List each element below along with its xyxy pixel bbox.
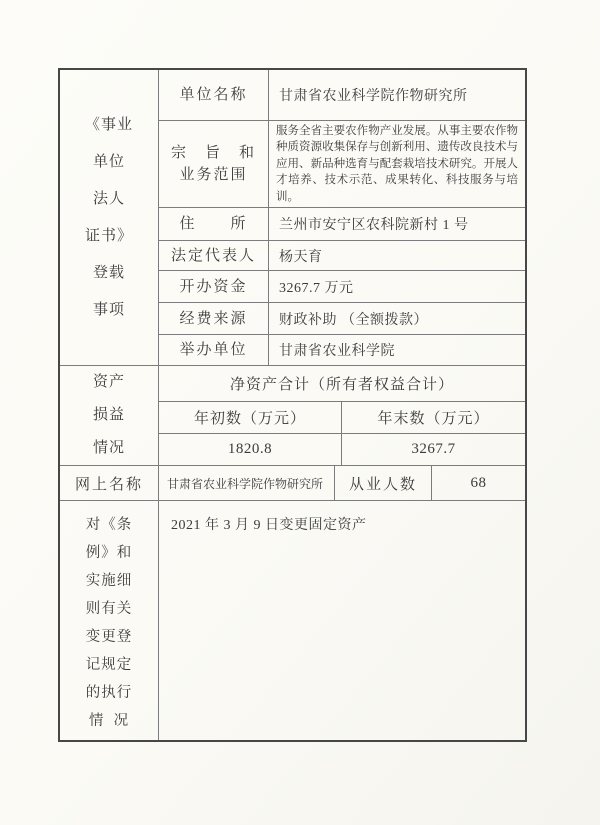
assets-side-label: [60, 366, 159, 465]
row-legal-rep: [159, 240, 525, 270]
compliance-side-label: [60, 501, 159, 740]
side-label-line: 实施细: [85, 573, 133, 589]
funding-label: 经费来源: [159, 303, 269, 334]
row-address: [159, 207, 525, 240]
assets-values: [159, 433, 525, 465]
mission-label-line2: 业务范围: [179, 167, 248, 183]
legal-rep-label: 法定代表人: [159, 241, 269, 270]
legal-rep-value: 杨天育: [279, 249, 323, 265]
side-label-line: 证书》: [84, 227, 133, 244]
organizer-label: 举办单位: [159, 335, 269, 365]
side-label-line: 记规定: [85, 657, 133, 673]
staff-count-value: 68: [470, 474, 487, 491]
side-label-line: 例》和: [85, 545, 133, 561]
compliance-value: 2021 年 3 月 9 日变更固定资产: [171, 518, 367, 533]
row-mission: [159, 120, 525, 207]
section-online-name: [60, 465, 525, 500]
unit-name-label: 单位名称: [159, 70, 269, 120]
row-funding: [159, 302, 525, 334]
assets-rows: [159, 366, 525, 465]
net-assets-header: 净资产合计（所有者权益合计）: [229, 377, 454, 393]
organizer-value: 甘肃省农业科学院: [279, 344, 395, 359]
online-name-label: 网上名称: [60, 466, 159, 500]
year-start-label: 年初数（万元）: [159, 402, 342, 433]
side-label-line: 的执行: [85, 685, 133, 701]
year-end-value: 3267.7: [411, 441, 456, 457]
side-label-line: 《事业: [84, 116, 133, 133]
address-value: 兰州市安宁区农科院新村 1 号: [279, 218, 469, 233]
side-label-line: 登载: [92, 264, 125, 281]
report-table: [58, 68, 527, 742]
side-label-line: 损益: [92, 407, 125, 423]
capital-label: 开办资金: [159, 271, 269, 302]
certificate-rows: [159, 70, 525, 365]
side-label-line: 变更登: [85, 629, 133, 645]
mission-value: 服务全省主要农作物产业发展。从事主要农作物种质资源收集保存与创新利用、遗传改良技术与应用、新品种选育与配套栽培技术研究。开展人才培养、技术示范、成果转化、科技服务与培训。: [276, 124, 518, 203]
online-name-value: 甘肃省农业科学院作物研究所: [159, 466, 335, 500]
row-capital: [159, 270, 525, 302]
assets-column-labels: [159, 401, 525, 433]
row-organizer: [159, 334, 525, 365]
section-certificate-items: [60, 70, 525, 365]
side-label-line: 则有关: [85, 601, 133, 617]
side-label-line: 情 况: [88, 713, 130, 729]
section-compliance: [60, 500, 525, 740]
side-label-line: 情况: [92, 440, 125, 456]
side-label-line: 资产: [92, 374, 125, 390]
side-label-line: 单位: [92, 153, 125, 170]
address-label: 住 所: [159, 208, 269, 240]
mission-label: [159, 121, 269, 207]
year-start-value: 1820.8: [159, 434, 342, 465]
mission-label-line1: 宗 旨 和: [170, 145, 256, 161]
staff-count-label: 从业人数: [335, 466, 432, 500]
section-assets: [60, 365, 525, 465]
year-end-label: 年末数（万元）: [377, 411, 490, 427]
side-label-line: 法人: [92, 190, 125, 207]
capital-value: 3267.7 万元: [279, 280, 354, 296]
row-unit-name: [159, 70, 525, 120]
unit-name-value: 甘肃省农业科学院作物研究所: [279, 89, 468, 104]
side-label-line: 事项: [92, 301, 125, 318]
side-label-line: 对《条: [85, 517, 133, 533]
funding-value: 财政补助 （全额拨款）: [279, 312, 428, 328]
certificate-side-label: [60, 70, 159, 365]
